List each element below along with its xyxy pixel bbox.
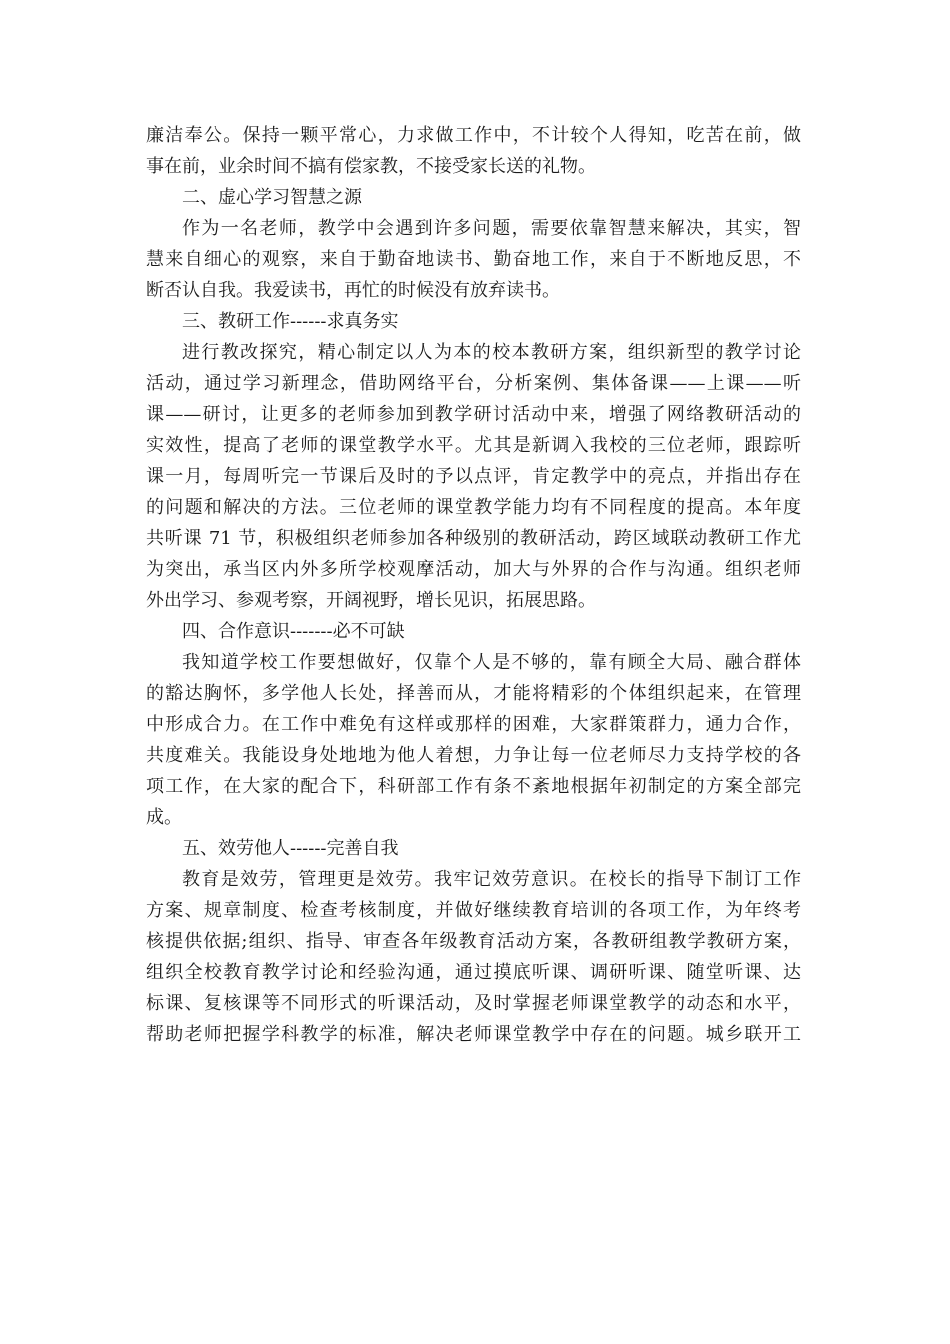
document-body [146, 120, 801, 1050]
text-line: 为突出，承当区内外多所学校观摩活动，加大与外界的合作与沟通。组织老师 [146, 559, 801, 580]
text-line: 教育是效劳，管理更是效劳。我牢记效劳意识。在校长的指导下制订工作 [182, 869, 801, 890]
text-line: 断否认自我。我爱读书，再忙的时候没有放弃读书。 [146, 280, 560, 301]
text-line: 慧来自细心的观察，来自于勤奋地读书、勤奋地工作，来自于不断地反思，不 [146, 249, 801, 270]
text-line: 共度难关。我能设身处地地为他人着想，力争让每一位老师尽力支持学校的各 [146, 745, 801, 766]
text-line: 我知道学校工作要想做好，仅靠个人是不够的，靠有顾全大局、融合群体 [182, 652, 801, 673]
text-line: 成。 [146, 807, 182, 828]
text-line: 作为一名老师，教学中会遇到许多问题，需要依靠智慧来解决，其实，智 [182, 218, 801, 239]
text-line: 外出学习、参观考察，开阔视野，增长见识，拓展思路。 [146, 590, 596, 611]
text-line: 项工作，在大家的配合下，科研部工作有条不紊地根据年初制定的方案全部完 [146, 776, 801, 797]
text-line: 核提供依据;组织、指导、审查各年级教育活动方案，各教研组教学教研方案， [146, 931, 801, 952]
text-line: 实效性，提高了老师的课堂教学水平。尤其是新调入我校的三位老师，跟踪听 [146, 435, 801, 456]
text-line: 活动，通过学习新理念，借助网络平台，分析案例、集体备课——上课——听 [146, 373, 801, 394]
text-line: 标课、复核课等不同形式的听课活动，及时掌握老师课堂教学的动态和水平， [146, 993, 801, 1014]
section-heading: 四、合作意识-------必不可缺 [182, 621, 405, 642]
text-line: 廉洁奉公。保持一颗平常心，力求做工作中，不计较个人得知，吃苦在前，做 [146, 125, 801, 146]
text-line: 课一月，每周听完一节课后及时的予以点评，肯定教学中的亮点，并指出存在 [146, 466, 801, 487]
text-line: 共听课 71 节，积极组织老师参加各种级别的教研活动，跨区域联动教研工作尤 [146, 528, 801, 549]
text-line: 课——研讨，让更多的老师参加到教学研讨活动中来，增强了网络教研活动的 [146, 404, 801, 425]
text-line: 进行教改探究，精心制定以人为本的校本教研方案，组织新型的教学讨论 [182, 342, 801, 363]
text-line: 的豁达胸怀，多学他人长处，择善而从，才能将精彩的个体组织起来，在管理 [146, 683, 801, 704]
text-line: 中形成合力。在工作中难免有这样或那样的困难，大家群策群力，通力合作， [146, 714, 801, 735]
text-line: 的问题和解决的方法。三位老师的课堂教学能力均有不同程度的提高。本年度 [146, 497, 801, 518]
section-heading: 二、虚心学习智慧之源 [182, 187, 362, 208]
text-line: 事在前，业余时间不搞有偿家教，不接受家长送的礼物。 [146, 156, 596, 177]
text-line: 组织全校教育教学讨论和经验沟通，通过摸底听课、调研听课、随堂听课、达 [146, 962, 801, 983]
text-line: 方案、规章制度、检查考核制度，并做好继续教育培训的各项工作，为年终考 [146, 900, 801, 921]
text-line: 帮助老师把握学科教学的标准，解决老师课堂教学中存在的问题。城乡联开工 [146, 1024, 801, 1045]
section-heading: 五、效劳他人------完善自我 [182, 838, 399, 859]
section-heading: 三、教研工作------求真务实 [182, 311, 399, 332]
